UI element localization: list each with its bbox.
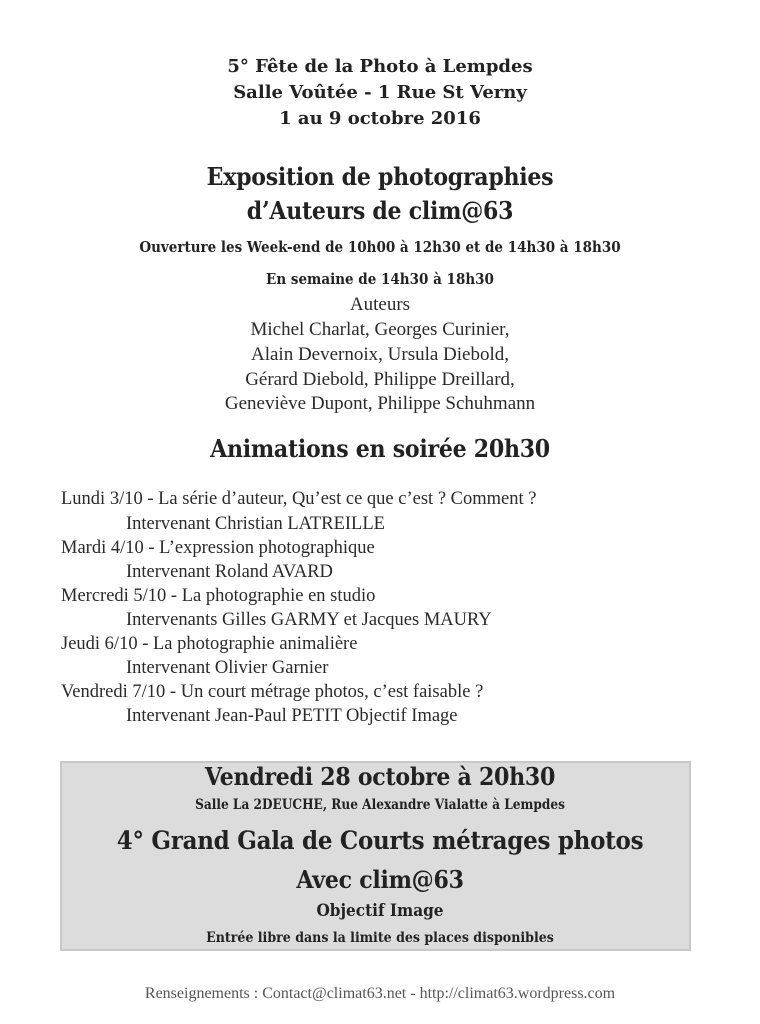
- opening-hours-weekend: Ouverture les Week-end de 10h00 à 12h30 et de 14h30 à 18h30: [139, 238, 621, 256]
- animation-speaker: Intervenant Christian LATREILLE: [126, 514, 385, 534]
- animation-speaker: Intervenant Roland AVARD: [126, 562, 333, 582]
- opening-hours-week: En semaine de 14h30 à 18h30: [266, 270, 494, 288]
- authors-label: Auteurs: [349, 294, 411, 315]
- exposition-subtitle: d’Auteurs de clim@63: [246, 196, 514, 225]
- gala-venue: Salle La 2DEUCHE, Rue Alexandre Vialatte à Lempdes: [195, 797, 565, 813]
- animation-date: Mardi 4/10 - L’expression photographique: [61, 538, 375, 558]
- event-title: 5° Fête de la Photo à Lempdes: [227, 56, 533, 77]
- animation-speaker: Intervenant Jean-Paul PETIT Objectif Image: [126, 706, 458, 726]
- event-venue: Salle Voûtée - 1 Rue St Verny: [233, 82, 527, 103]
- animation-date: Mercredi 5/10 - La photographie en studio: [61, 586, 376, 606]
- gala-partner: Objectif Image: [316, 901, 444, 921]
- authors-line: Gérard Diebold, Philippe Dreillard,: [245, 369, 515, 390]
- authors-line: Geneviève Dupont, Philippe Schuhmann: [224, 393, 536, 414]
- animation-speaker: Intervenant Olivier Garnier: [126, 658, 329, 678]
- authors-line: Michel Charlat, Georges Curinier,: [250, 319, 510, 340]
- exposition-title: Exposition de photographies: [206, 162, 554, 191]
- gala-date: Vendredi 28 octobre à 20h30: [204, 762, 556, 791]
- animation-date: Vendredi 7/10 - Un court métrage photos, c’est faisable ?: [61, 682, 484, 702]
- animations-title: Animations en soirée 20h30: [210, 434, 550, 463]
- animation-date: Lundi 3/10 - La série d’auteur, Qu’est ce que c’est ? Comment ?: [61, 489, 537, 509]
- gala-title: 4° Grand Gala de Courts métrages photos: [116, 826, 644, 855]
- animation-date: Jeudi 6/10 - La photographie animalière: [61, 634, 358, 654]
- gala-with: Avec clim@63: [296, 865, 464, 894]
- event-dates: 1 au 9 octobre 2016: [279, 108, 481, 129]
- authors-line: Alain Devernoix, Ursula Diebold,: [250, 344, 510, 365]
- footer-contact: Renseignements : Contact@climat63.net - http://climat63.wordpress.com: [144, 985, 616, 1002]
- animation-speaker: Intervenants Gilles GARMY et Jacques MAURY: [126, 610, 492, 630]
- gala-entry: Entrée libre dans la limite des places disponibles: [206, 930, 554, 946]
